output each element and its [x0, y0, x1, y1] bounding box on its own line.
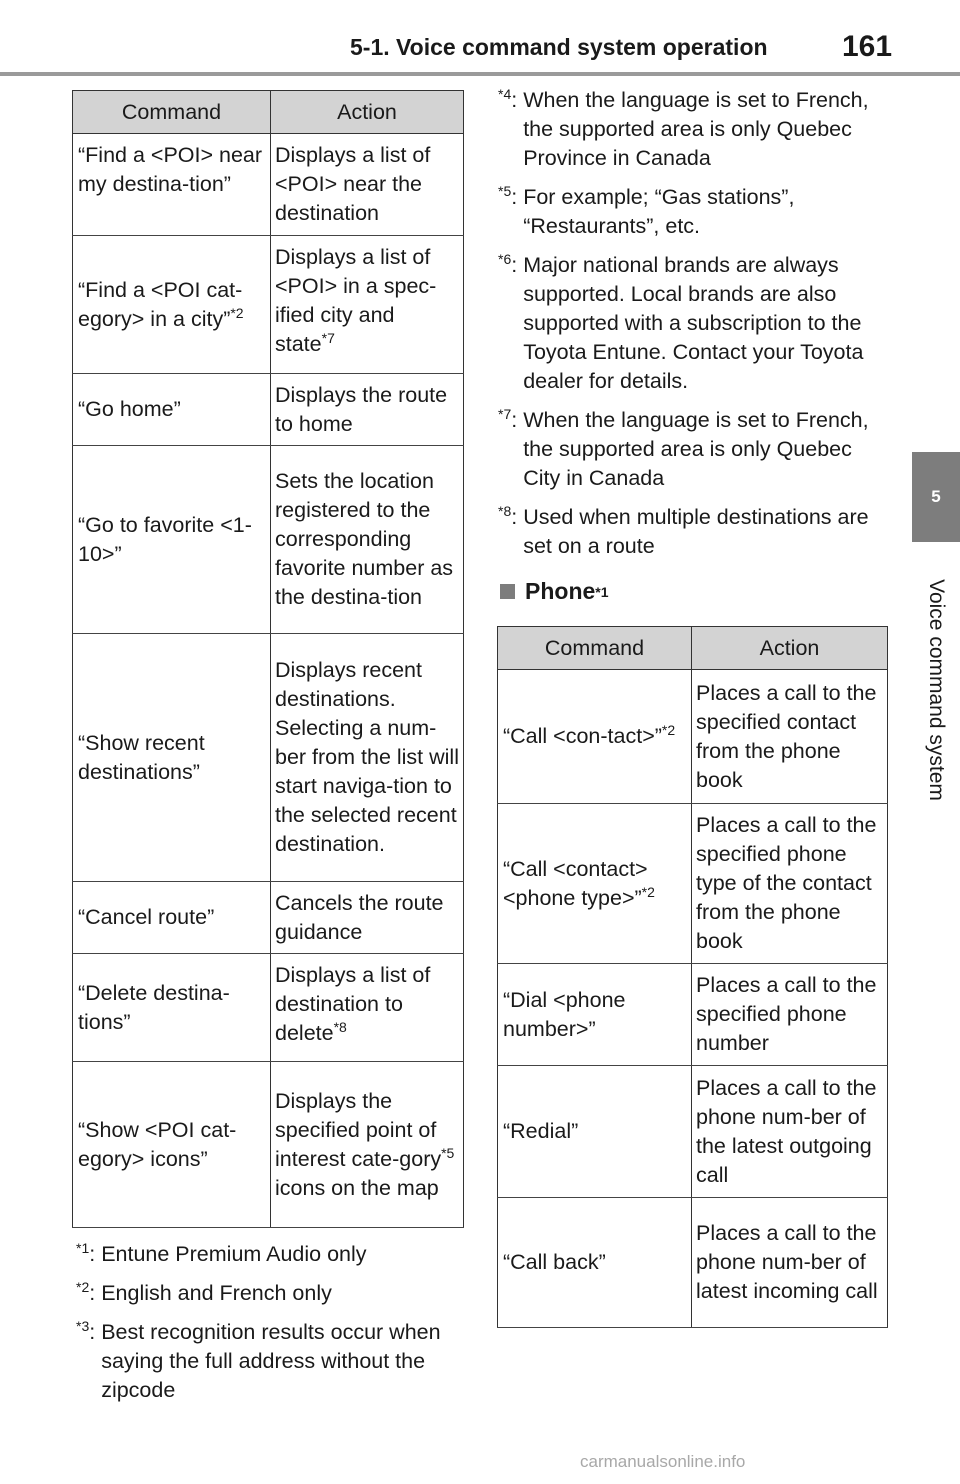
footnote: $^{*8}$: Used when multiple destinations are set on a route	[498, 503, 890, 561]
footnote-mark: *5	[498, 183, 512, 199]
table-row	[498, 804, 888, 964]
action-text: Displays a list of <POI> in a spec-ified city and state	[275, 245, 437, 356]
table-row	[498, 964, 888, 1066]
command-cell	[498, 670, 692, 804]
footnote-text: When the language is set to French, the supported area is only Quebec Province in Canada	[523, 88, 869, 170]
footnote-ref: *2	[641, 883, 655, 900]
footnote: $^{*4}$: When the language is set to French, the supported area is only Quebec Province in Canada	[498, 86, 890, 173]
action-cell: Places a call to the specified contact from the phone book	[692, 670, 888, 804]
action-cell: Displays the route to home	[271, 374, 464, 446]
site-watermark: carmanualsonline.info	[580, 1452, 746, 1471]
command-cell: “Dial <phone number>”	[498, 964, 692, 1066]
section-heading-text: Phone	[525, 578, 596, 604]
table-row	[73, 1062, 464, 1228]
footnote-mark: *8	[498, 503, 512, 519]
command-text: “Find a <POI cat-egory> in a city”	[78, 277, 243, 331]
chapter-number: 5	[931, 487, 941, 506]
action-cell: Displays recent destinations. Selecting a num-ber from the list will start naviga-tion to the selected recent destination.	[271, 634, 464, 882]
navigation-command-table	[72, 90, 464, 1228]
action-cell: Cancels the route guidance	[271, 882, 464, 954]
footnote-ref: *2	[661, 722, 676, 738]
column-header-command: Command	[73, 91, 271, 134]
column-header-command: Command	[498, 627, 692, 670]
table-header-row	[498, 627, 888, 670]
footnote-ref: *2	[230, 304, 244, 321]
phone-command-table	[497, 626, 888, 1328]
table-row	[73, 882, 464, 954]
table-row	[498, 1066, 888, 1198]
footnote-mark: *4	[498, 86, 512, 102]
table-row	[73, 954, 464, 1062]
footnote-text: Best recognition results occur when saying the full address without the zipcode	[101, 1320, 441, 1402]
table-row	[498, 1198, 888, 1328]
table-row	[498, 670, 888, 804]
footnotes-left	[76, 1240, 466, 1415]
footnote: $^{*3}$: Best recognition results occur when saying the full address without the zipcode	[76, 1318, 466, 1405]
action-cell	[271, 1062, 464, 1228]
footnote-text: Entune Premium Audio only	[101, 1242, 367, 1266]
footnote: $^{*5}$: For example; “Gas stations”, “Restaurants”, etc.	[498, 183, 890, 241]
footnote-ref: *7	[321, 330, 335, 346]
footnote: $^{*7}$: When the language is set to French, the supported area is only Quebec City in Canada	[498, 406, 890, 493]
footnote-mark: *7	[498, 406, 512, 422]
command-cell: “Delete destina-tions”	[73, 954, 271, 1062]
action-cell: Sets the location registered to the corresponding favorite number as the destina-tion	[271, 446, 464, 634]
command-cell: “Cancel route”	[73, 882, 271, 954]
table-row	[73, 134, 464, 236]
command-cell: “Show <POI cat-egory> icons”	[73, 1062, 271, 1228]
footnote: $^{*6}$: Major national brands are always supported. Local brands are also supported with a subscription to the Toyota Entune. Contact your Toyota dealer for details.	[498, 251, 890, 396]
action-cell	[271, 236, 464, 374]
command-cell	[498, 804, 692, 964]
command-cell: “Go to favorite <1-10>”	[73, 446, 271, 634]
action-cell: Places a call to the specified phone number	[692, 964, 888, 1066]
action-cell: Displays a list of <POI> near the destination	[271, 134, 464, 236]
action-cell	[271, 954, 464, 1062]
page-number: 161	[842, 30, 893, 63]
footnote-mark: *2	[76, 1279, 90, 1295]
footnote-mark: *6	[498, 251, 512, 267]
footnotes-right	[498, 86, 890, 571]
footnote-mark: *1	[76, 1240, 90, 1256]
chapter-side-label: Voice command system	[925, 579, 948, 801]
page-header-title: 5-1. Voice command system operation	[350, 34, 768, 60]
action-cell: Places a call to the phone num-ber of the latest outgoing call	[692, 1066, 888, 1198]
table-header-row	[73, 91, 464, 134]
footnote-ref: *5	[441, 1144, 455, 1161]
table-row	[73, 446, 464, 634]
command-cell	[73, 236, 271, 374]
footnote: $^{*1}$: Entune Premium Audio only	[76, 1240, 466, 1269]
phone-section-heading: Phone *1	[500, 578, 609, 605]
command-cell: “Call back”	[498, 1198, 692, 1328]
column-header-action: Action	[692, 627, 888, 670]
footnote-mark: *3	[76, 1318, 90, 1334]
command-text: “Call <contact> <phone type>”	[503, 856, 648, 910]
table-row	[73, 634, 464, 882]
header-divider	[0, 72, 960, 76]
footnote-text: Used when multiple destinations are set on a route	[523, 505, 869, 558]
section-bullet-icon	[500, 584, 515, 599]
command-cell: “Show recent destinations”	[73, 634, 271, 882]
chapter-tab	[912, 452, 960, 542]
table-row	[73, 236, 464, 374]
command-text: “Call <con-tact>”	[503, 724, 662, 748]
table-row	[73, 374, 464, 446]
column-header-action: Action	[271, 91, 464, 134]
footnote-text: Major national brands are always supported. Local brands are also supported with a subscription to the Toyota Entune. Contact your Toyota dealer for details.	[523, 253, 864, 393]
action-text: Displays the specified point of interest cate-gory	[275, 1088, 442, 1171]
action-cell: Places a call to the specified phone type of the contact from the phone book	[692, 804, 888, 964]
command-cell: “Find a <POI> near my destina-tion”	[73, 134, 271, 236]
footnote: $^{*2}$: English and French only	[76, 1279, 466, 1308]
action-text: icons on the map	[275, 1175, 439, 1200]
action-text: Displays a list of destination to delete	[275, 963, 431, 1045]
footnote-text: English and French only	[101, 1281, 332, 1305]
command-cell: “Redial”	[498, 1066, 692, 1198]
footnote-ref: *8	[333, 1019, 347, 1035]
action-cell: Places a call to the phone num-ber of latest incoming call	[692, 1198, 888, 1328]
footnote-text: When the language is set to French, the supported area is only Quebec City in Canada	[523, 408, 869, 490]
command-cell: “Go home”	[73, 374, 271, 446]
footnote-text: For example; “Gas stations”, “Restaurants”, etc.	[523, 185, 795, 238]
